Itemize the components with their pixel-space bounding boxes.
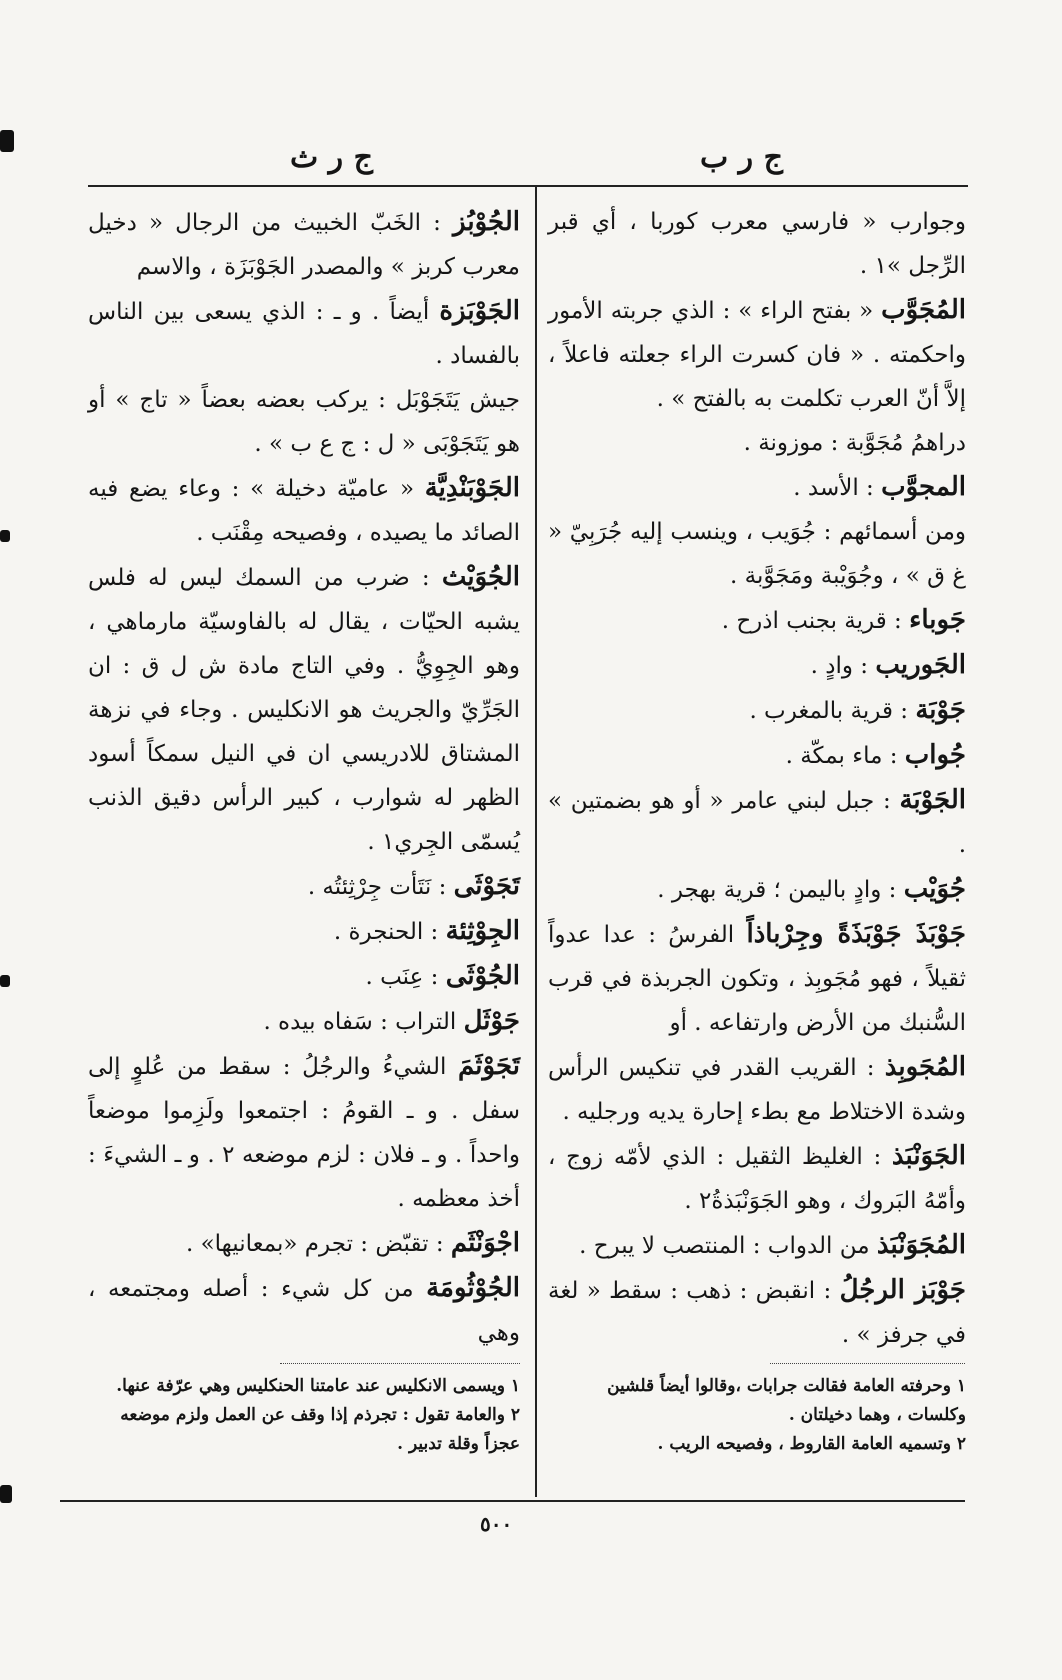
entry-definition: : قرية بالمغرب . — [749, 698, 916, 724]
entry-definition: : تقبّض : تجرم «بمعانيها» . — [185, 1231, 451, 1257]
entry-definition: : الأسد . — [793, 475, 882, 501]
entry-headword: الجَوْبَنْدِيَّة — [424, 473, 520, 503]
entry-definition: من الدواب : المنتصب لا يبرح . — [579, 1233, 877, 1259]
entry-headword: جَوْبَذَ جَوْبَذَةً وجِرْباذاً — [746, 919, 966, 949]
entry-definition: : عِنَب . — [365, 964, 446, 990]
dictionary-entry — [548, 643, 966, 688]
right-column — [548, 200, 966, 1357]
entry-definition: التراب : سَفاه بيده . — [263, 1009, 464, 1035]
entry-definition: : نَتَأت جِرْثِئتُه . — [307, 874, 454, 900]
dictionary-entry — [548, 465, 966, 510]
entry-definition: « عاميّة دخيلة » : وعاء يضع فيه الصائد ما يصيده ، وفصيحه مِقْنَب . — [88, 476, 520, 546]
entry-headword: المُجَوبِذ — [884, 1052, 966, 1082]
entry-headword: الجُوَيْث — [441, 562, 520, 592]
entry-definition: : وادٍ باليمن ؛ قرية بهجر . — [657, 877, 904, 903]
dictionary-entry — [88, 864, 520, 909]
dictionary-entry — [548, 1045, 966, 1134]
entry-definition: : الخَبّ الخبيث من الرجال « دخيل معرب كربز » والمصدر الجَوْبَزَة ، والاسم — [88, 210, 520, 280]
entry-definition: : وادٍ . — [810, 653, 876, 679]
entry-definition: : ضرب من السمك ليس له فلس يشبه الحيّات ، يقال له بالفاوسيّة مارماهي ، وهو الجِوِيُّ . وفي التاج مادة ش ل ق : ان الجَرِّيّ والجريث هو الانكليس . وجاء في نزهة المشتاق للادريسي ان في النيل سمكاً أسود الظهر له شوارب ، كبير الرأس دقيق الذنب يُسمّى الجِري١ . — [88, 565, 520, 855]
entry-definition: : ماء بمكّة . — [785, 743, 905, 769]
left-footnotes — [88, 1372, 520, 1459]
right-column-header: ج ر ب — [700, 140, 783, 175]
entry-headword: تَجَوْثَى — [453, 871, 520, 901]
dictionary-entry — [548, 778, 966, 867]
entry-definition: : الغليظ الثقيل : الذي لأمّه زوج ، وأمّهُ البَروك ، وهو الجَوَنْبَذةُ٢ . — [548, 1144, 966, 1214]
dictionary-entry — [548, 1268, 966, 1357]
dictionary-entry — [88, 909, 520, 954]
entry-definition: ومن أسمائهم : جُوَيب ، وينسب إليه جُرَبِيّ « غ ق » ، وجُوَيْبة ومَجَوَّبة . — [548, 519, 966, 589]
dictionary-entry — [548, 288, 966, 421]
entry-headword: جَوباء — [909, 605, 966, 635]
footer-rule — [60, 1500, 965, 1502]
entry-definition: وجوارب « فارسي معرب كوربا ، أي قبر الرِّجل »١ . — [548, 209, 966, 279]
dictionary-entry — [548, 200, 966, 288]
dictionary-entry — [88, 200, 520, 289]
entry-definition: جيش يَتَجَوْبَل : يركب بعضه بعضاً « تاج » أو هو يَتَجَوْبَى « ل : ج ع ب » . — [88, 387, 520, 457]
dictionary-entry — [548, 1223, 966, 1268]
footnote-separator — [280, 1363, 520, 1364]
scan-edge-mark — [0, 530, 10, 542]
entry-definition: : انقبض : ذهب : سقط « لغة في جرفز » . — [548, 1278, 966, 1348]
entry-definition: دراهمُ مُجَوَّبة : موزونة . — [743, 430, 966, 456]
dictionary-entry — [548, 1134, 966, 1223]
dictionary-entry — [548, 733, 966, 778]
entry-headword: جَوْثَل — [463, 1006, 520, 1036]
entry-headword: الجُوْبُز — [453, 207, 520, 237]
scan-edge-mark — [0, 130, 14, 152]
dictionary-entry — [548, 867, 966, 912]
entry-definition: : القريب القدر في تنكيس الرأس وشدة الاختلاط مع بطء إحارة يديه ورجليه . — [548, 1055, 966, 1125]
left-column — [88, 200, 520, 1355]
header-rule — [88, 185, 968, 187]
column-divider — [535, 187, 537, 1497]
dictionary-entry — [88, 466, 520, 555]
entry-headword: جَوْبَز الرجُلُ — [839, 1275, 966, 1305]
footnote: ١ ويسمى الانكليس عند عامتنا الحنكليس وهي عرّفة عنها. — [116, 1376, 520, 1396]
entry-headword: المُجَوَنْبَذ — [876, 1230, 966, 1260]
footnote-separator — [770, 1363, 965, 1364]
entry-headword: الجَوَنْبَذ — [891, 1141, 966, 1171]
entry-definition: : الحنجرة . — [333, 919, 446, 945]
entry-definition: : قرية بجنب اذرح . — [721, 608, 910, 634]
entry-headword: تَجَوْثَمَ — [458, 1051, 520, 1081]
dictionary-entry — [548, 421, 966, 465]
entry-headword: الجِوْثِئة — [445, 916, 520, 946]
scan-edge-mark — [0, 1485, 12, 1503]
entry-headword: الجُوْثَى — [445, 961, 520, 991]
entry-definition: أيضاً . و ـ : الذي يسعى بين الناس بالفساد . — [88, 299, 520, 369]
footnote: ٢ وتسميه العامة القاروط ، وفصيحه الريب . — [657, 1434, 966, 1454]
entry-headword: الجَوريب — [875, 650, 966, 680]
page-number: ٥٠٠ — [480, 1512, 513, 1536]
left-column-header: ج ر ث — [290, 140, 373, 175]
entry-definition: الشيءُ والرجُلُ : سقط من عُلوٍ إلى سفل . و ـ القومُ : اجتمعوا ولَزِموا موضعاً واحداً . و ـ فلان : لزم موضعه ٢ . و ـ الشيءَ : أخذ معظمه . — [88, 1054, 520, 1212]
dictionary-entry — [548, 688, 966, 733]
entry-headword: اجْوَنْثَم — [450, 1228, 520, 1258]
entry-headword: جُوَيْب — [903, 874, 966, 904]
entry-definition: من كل شيء : أصله ومجتمعه ، وهي — [88, 1276, 520, 1346]
entry-definition: : جبل لبني عامر « أو هو بضمتين » . — [548, 788, 966, 858]
dictionary-entry — [548, 912, 966, 1045]
entry-headword: المُجَوَّب — [881, 295, 966, 325]
right-footnotes — [548, 1372, 966, 1459]
dictionary-entry — [88, 1221, 520, 1266]
dictionary-entry — [88, 555, 520, 864]
dictionary-entry — [88, 999, 520, 1044]
dictionary-entry — [88, 954, 520, 999]
dictionary-entry — [548, 598, 966, 643]
entry-definition: الفرسُ : عدا عدواً ثقيلاً ، فهو مُجَوبِذ ، وتكون الجربذة في قرب السُّنبك من الأرض وارتفاعه . أو — [548, 922, 966, 1036]
dictionary-entry — [88, 1266, 520, 1355]
footnote: ٢ والعامة تقول : تجرذم إذا وقف عن العمل ولزم موضعه عجزاً وقلة تدبير . — [120, 1405, 520, 1454]
entry-headword: جَوْبَة — [915, 695, 966, 725]
scan-edge-mark — [0, 975, 10, 987]
entry-headword: الجَوْبَزة — [439, 296, 520, 326]
entry-definition: « بفتح الراء » : الذي جربته الأمور واحكمته . « فان كسرت الراء جعلته فاعلاً ، إلاَّ أنّ العرب تكلمت به بالفتح » . — [548, 298, 966, 412]
entry-headword: الجَوْبَة — [899, 785, 966, 815]
entry-headword: جُواب — [904, 740, 966, 770]
dictionary-entry — [548, 510, 966, 598]
dictionary-entry — [88, 289, 520, 378]
dictionary-entry — [88, 378, 520, 466]
entry-headword: الجُوْثُومَة — [426, 1273, 520, 1303]
entry-headword: المجوَّب — [881, 472, 966, 502]
dictionary-entry — [88, 1044, 520, 1221]
footnote: ١ وحرفته العامة فقالت جرابات ،وقالوا أيضاً قلشين وكلسات ، وهما دخيلتان . — [607, 1376, 966, 1425]
